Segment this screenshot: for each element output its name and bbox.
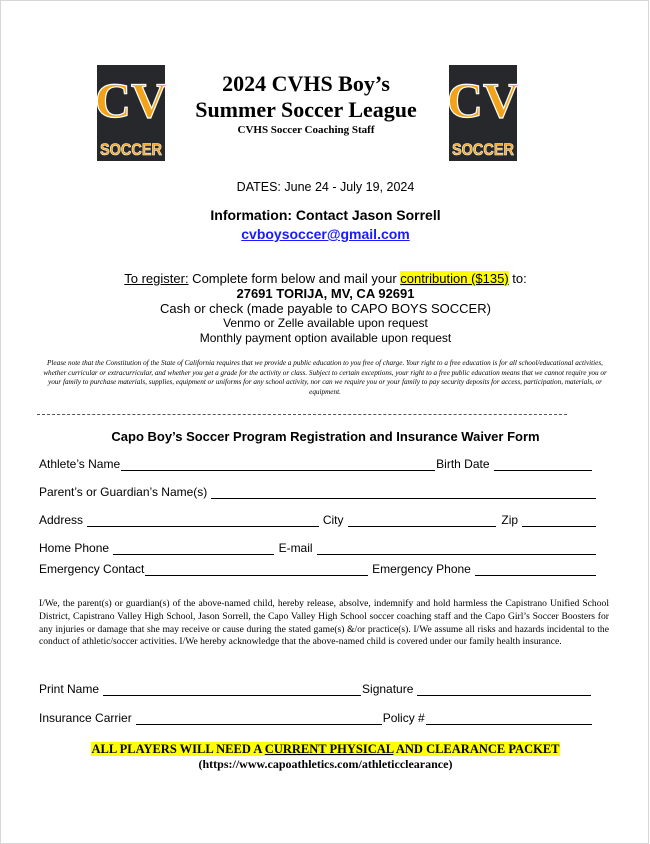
email-label: E-mail bbox=[278, 541, 313, 555]
emergency-contact-label: Emergency Contact bbox=[39, 562, 145, 576]
insurance-carrier-label: Insurance Carrier bbox=[39, 711, 132, 725]
physical-requirement-notice bbox=[1, 742, 650, 757]
free-education-notice: Please note that the Constitution of the State of California requires that we provide a public education to you free of charge. Your right to a free education is for all school/educational activities, whether curricular or extracurricular, and whether you get a grade for the activity or class. Subject to certain exceptions, your right to a free public education means that we cannot require you or your family to purchase materials, supplies, equipment or uniforms for any school activity, nor can we require you or your family to pay security deposits for access, participation, materials, or equipment. bbox=[43, 359, 607, 396]
row-athlete bbox=[39, 457, 597, 471]
print-name-label: Print Name bbox=[39, 682, 100, 696]
contribution-amount: contribution ($135) bbox=[400, 271, 509, 286]
birth-date-field[interactable] bbox=[494, 459, 592, 471]
mailing-address: 27691 TORIJA, MV, CA 92691 bbox=[236, 286, 415, 301]
register-label: To register: bbox=[124, 271, 189, 286]
print-name-field[interactable] bbox=[103, 684, 361, 696]
guardian-name-label: Parent’s or Guardian’s Name(s) bbox=[39, 485, 208, 499]
signature-field[interactable] bbox=[417, 684, 591, 696]
city-field[interactable] bbox=[348, 515, 497, 527]
register-instructions bbox=[1, 271, 650, 346]
row-phone bbox=[39, 541, 597, 555]
row-insurance bbox=[39, 711, 597, 725]
address-label: Address bbox=[39, 513, 84, 527]
requirement-part-1: ALL PLAYERS WILL NEED A bbox=[91, 742, 265, 756]
signature-label: Signature bbox=[362, 682, 414, 696]
register-text-2: to: bbox=[508, 271, 527, 286]
register-text-1: Complete form below and mail your bbox=[188, 271, 401, 286]
athlete-name-label: Athlete’s Name bbox=[39, 457, 121, 471]
venmo-line: Venmo or Zelle available upon request bbox=[223, 316, 428, 330]
contact-email-link[interactable]: cvboysoccer@gmail.com bbox=[241, 226, 410, 242]
home-phone-label: Home Phone bbox=[39, 541, 110, 555]
policy-label: Policy # bbox=[382, 711, 425, 725]
address-field[interactable] bbox=[87, 515, 319, 527]
cut-line-divider bbox=[37, 414, 567, 415]
zip-label: Zip bbox=[501, 513, 519, 527]
requirement-part-2: CURRENT PHYSICAL bbox=[264, 742, 394, 756]
email-field[interactable] bbox=[317, 543, 596, 555]
row-print-name bbox=[39, 682, 597, 696]
athlete-name-field[interactable] bbox=[121, 459, 435, 471]
logo-word: SOCCER bbox=[452, 140, 514, 159]
cv-soccer-logo-right bbox=[446, 65, 520, 161]
city-label: City bbox=[322, 513, 344, 527]
emergency-phone-label: Emergency Phone bbox=[372, 562, 471, 576]
emergency-contact-field[interactable] bbox=[145, 564, 368, 576]
form-title: Capo Boy’s Soccer Program Registration and Insurance Waiver Form bbox=[111, 429, 540, 444]
cv-soccer-logo-left bbox=[94, 65, 168, 161]
row-address bbox=[39, 513, 597, 527]
clearance-url: (https://www.capoathletics.com/athleticclearance) bbox=[198, 757, 453, 771]
requirement-part-3: AND CLEARANCE PACKET bbox=[393, 742, 560, 756]
payment-line: Cash or check (made payable to CAPO BOYS SOCCER) bbox=[160, 301, 491, 316]
register-line bbox=[1, 271, 650, 286]
logo-monogram: CV bbox=[446, 72, 520, 128]
birth-date-label: Birth Date bbox=[436, 457, 490, 471]
emergency-phone-field[interactable] bbox=[475, 564, 596, 576]
dates-line: DATES: June 24 - July 19, 2024 bbox=[236, 180, 415, 194]
title-subtitle: CVHS Soccer Coaching Staff bbox=[237, 124, 375, 136]
zip-field[interactable] bbox=[522, 515, 596, 527]
policy-field[interactable] bbox=[426, 713, 592, 725]
title-line-2: Summer Soccer League bbox=[195, 97, 417, 122]
guardian-name-field[interactable] bbox=[211, 487, 596, 499]
monthly-line: Monthly payment option available upon request bbox=[199, 331, 452, 345]
logo-word: SOCCER bbox=[100, 140, 162, 159]
physical-requirement-highlight bbox=[91, 742, 559, 756]
home-phone-field[interactable] bbox=[113, 543, 274, 555]
title-line-1: 2024 CVHS Boy’s bbox=[222, 71, 390, 96]
insurance-carrier-field[interactable] bbox=[136, 713, 382, 725]
waiver-text: I/We, the parent(s) or guardian(s) of the above-named child, hereby release, absolve, indemnify and hold harmless the Capistrano Unified School District, Capistrano Valley High School, Jason Sorrell, the Capo Valley High School soccer coaching staff and the Capo Girl’s Soccer Boosters for any injuries or damage that she may receive or cause during the stated game(s) &/or practice(s). I/We assume all risks and hazards incidental to the conduct of athletic/soccer activities. I/We hereby acknowledge that the above-named child is covered under our family health insurance. bbox=[39, 598, 609, 648]
logo-monogram: CV bbox=[94, 72, 168, 128]
info-contact: Information: Contact Jason Sorrell bbox=[210, 207, 441, 223]
title-block bbox=[171, 71, 441, 136]
row-guardian bbox=[39, 485, 597, 499]
row-emergency bbox=[39, 562, 597, 576]
